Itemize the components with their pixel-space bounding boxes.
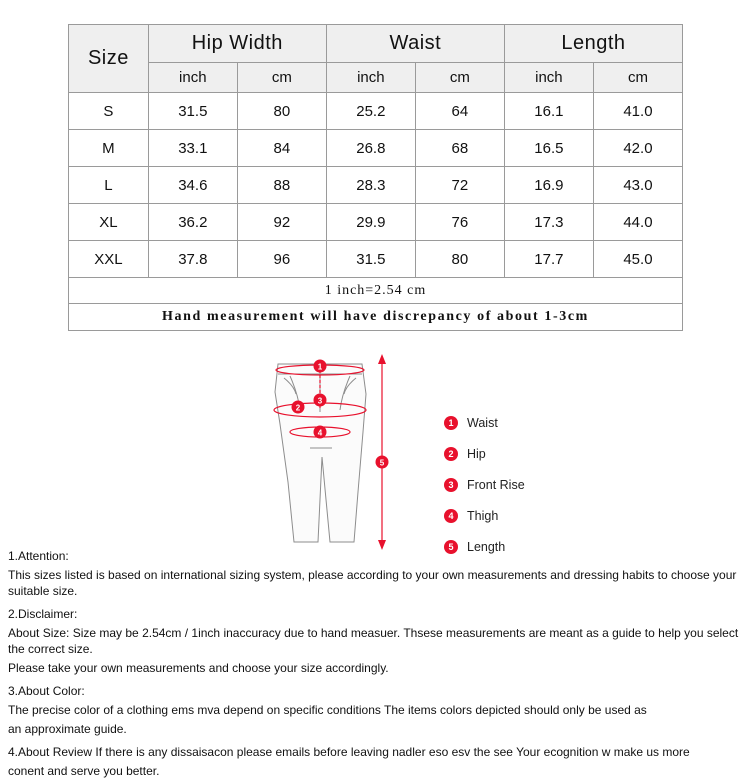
cell-hip-inch: 36.2 [148, 204, 237, 241]
svg-text:1: 1 [317, 362, 323, 372]
table-row [69, 204, 683, 241]
legend-bullet-3-icon: 3 [444, 478, 458, 492]
length-measure-line [372, 352, 392, 552]
cell-waist-inch: 25.2 [326, 93, 415, 130]
cell-size: S [69, 93, 149, 130]
svg-text:3: 3 [317, 396, 323, 406]
cell-size: M [69, 130, 149, 167]
jeans-illustration [250, 352, 390, 552]
cell-waist-inch: 28.3 [326, 167, 415, 204]
table-row [69, 167, 683, 204]
note-line: The precise color of a clothing ems mva depend on specific conditions The items colors depicted should only be used as [8, 703, 647, 717]
measurement-legend [444, 412, 614, 567]
cell-waist-inch: 26.8 [326, 130, 415, 167]
legend-item [444, 443, 614, 464]
table-header-row [69, 25, 683, 63]
header-waist: Waist [326, 25, 504, 63]
unit-waist-inch: inch [326, 63, 415, 93]
legend-bullet-2-icon: 2 [444, 447, 458, 461]
cell-size: L [69, 167, 149, 204]
unit-length-cm: cm [593, 63, 682, 93]
cell-hip-cm: 80 [237, 93, 326, 130]
unit-length-inch: inch [504, 63, 593, 93]
svg-text:2: 2 [295, 403, 301, 413]
jeans-diagram [250, 352, 390, 552]
conversion-note-row [69, 278, 683, 304]
cell-length-cm: 42.0 [593, 130, 682, 167]
cell-waist-inch: 29.9 [326, 204, 415, 241]
note-line: an approximate guide. [8, 722, 127, 736]
cell-hip-cm: 84 [237, 130, 326, 167]
notes-section [8, 548, 744, 782]
svg-text:5: 5 [379, 458, 385, 468]
cell-length-inch: 16.5 [504, 130, 593, 167]
cell-waist-cm: 76 [415, 204, 504, 241]
table-row [69, 241, 683, 278]
cell-waist-inch: 31.5 [326, 241, 415, 278]
legend-item [444, 412, 614, 433]
note-heading-1: 1.Attention: [8, 549, 69, 563]
cell-length-inch: 17.3 [504, 204, 593, 241]
cell-size: XL [69, 204, 149, 241]
legend-item [444, 474, 614, 495]
cell-length-inch: 16.1 [504, 93, 593, 130]
svg-text:4: 4 [317, 428, 323, 438]
table-unit-row [69, 63, 683, 93]
note-line: About Size: Size may be 2.54cm / 1inch inaccuracy due to hand measuer. Thsese measurements are meant as a guide to help you select the correct size. [8, 626, 739, 656]
conversion-note: 1 inch=2.54 cm [69, 278, 683, 304]
cell-waist-cm: 80 [415, 241, 504, 278]
header-hip-width: Hip Width [148, 25, 326, 63]
note-line: Please take your own measurements and choose your size accordingly. [8, 661, 389, 675]
unit-waist-cm: cm [415, 63, 504, 93]
legend-label: Length [467, 539, 506, 554]
note-heading-4: 4.About Review If there is any dissaisacon please emails before leaving nadler eso esv the see Your ecognition w make us more [8, 745, 690, 759]
length-arrow-icon [372, 352, 392, 552]
legend-label: Waist [467, 415, 498, 430]
legend-bullet-5-icon: 5 [444, 540, 458, 554]
table-row [69, 93, 683, 130]
cell-length-cm: 41.0 [593, 93, 682, 130]
cell-waist-cm: 68 [415, 130, 504, 167]
size-table-container [68, 24, 683, 331]
measurement-note-row [69, 304, 683, 331]
legend-label: Thigh [467, 508, 499, 523]
cell-waist-cm: 72 [415, 167, 504, 204]
cell-size: XXL [69, 241, 149, 278]
note-heading-3: 3.About Color: [8, 684, 85, 698]
table-row [69, 130, 683, 167]
cell-hip-cm: 96 [237, 241, 326, 278]
cell-hip-inch: 33.1 [148, 130, 237, 167]
note-heading-2: 2.Disclaimer: [8, 607, 78, 621]
cell-length-inch: 17.7 [504, 241, 593, 278]
unit-hip-inch: inch [148, 63, 237, 93]
unit-hip-cm: cm [237, 63, 326, 93]
cell-hip-inch: 34.6 [148, 167, 237, 204]
cell-hip-inch: 31.5 [148, 93, 237, 130]
cell-hip-inch: 37.8 [148, 241, 237, 278]
size-table [68, 24, 683, 331]
legend-item [444, 505, 614, 526]
header-size: Size [69, 25, 149, 93]
note-line: This sizes listed is based on international sizing system, please according to your own measurements and dressing habits to choose your suitable size. [8, 568, 737, 598]
header-length: Length [504, 25, 682, 63]
cell-length-inch: 16.9 [504, 167, 593, 204]
legend-bullet-1-icon: 1 [444, 416, 458, 430]
cell-length-cm: 45.0 [593, 241, 682, 278]
legend-label: Hip [467, 446, 486, 461]
cell-hip-cm: 92 [237, 204, 326, 241]
cell-length-cm: 44.0 [593, 204, 682, 241]
cell-hip-cm: 88 [237, 167, 326, 204]
cell-length-cm: 43.0 [593, 167, 682, 204]
legend-label: Front Rise [467, 477, 525, 492]
cell-waist-cm: 64 [415, 93, 504, 130]
note-line: conent and serve you better. [8, 764, 160, 778]
legend-bullet-4-icon: 4 [444, 509, 458, 523]
measurement-note: Hand measurement will have discrepancy of about 1-3cm [69, 304, 683, 331]
